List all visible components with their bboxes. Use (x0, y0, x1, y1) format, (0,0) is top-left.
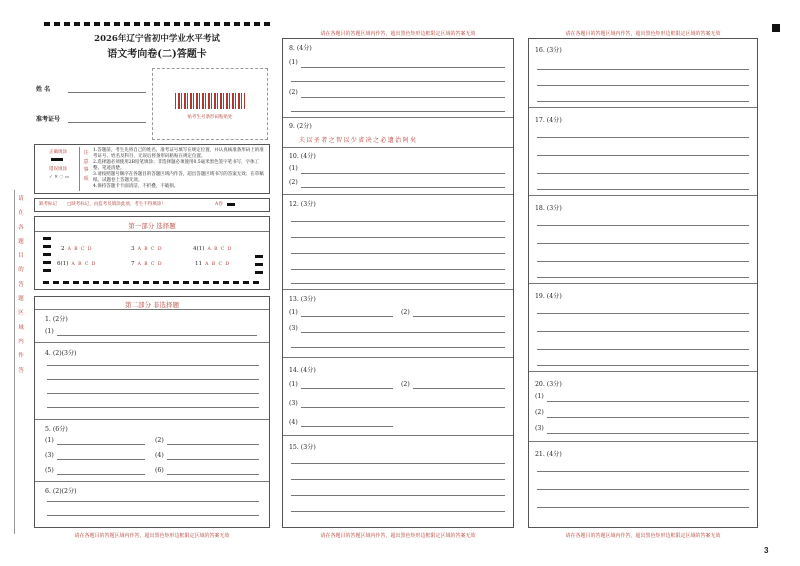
q13-head: 13. (3分) (289, 296, 316, 303)
q1-head: 1. (2分) (45, 316, 68, 323)
notice-box (34, 144, 270, 194)
paper-title: 语文考向卷(二)答题卡 (107, 49, 207, 60)
absent-row (34, 198, 270, 212)
q13-sub: (3) (289, 325, 298, 332)
timing-mark (43, 253, 51, 256)
answer-line[interactable] (301, 173, 505, 174)
choice-item[interactable]: 6(1) A B C D (57, 261, 97, 267)
q14-sub: (1) (289, 381, 298, 388)
answer-line[interactable] (47, 501, 259, 502)
q19-head: 19. (4分) (535, 293, 562, 300)
part1-title: 第一部分 选择题 (128, 222, 176, 230)
q17-head: 17. (4分) (535, 117, 562, 124)
q15-head: 15. (3分) (289, 444, 316, 451)
timing-mark (43, 237, 51, 240)
answer-line[interactable] (537, 471, 749, 472)
answer-line[interactable] (537, 101, 749, 102)
answer-line[interactable] (291, 253, 505, 254)
answer-line[interactable] (301, 426, 393, 427)
timing-mark (43, 245, 51, 248)
answer-line[interactable] (537, 489, 749, 490)
choice-item[interactable]: 2 A B C D (61, 246, 93, 252)
part2-title: 第二部分 非选择题 (124, 301, 180, 309)
q20-head: 20. (3分) (535, 381, 562, 388)
q12-head: 12. (3分) (289, 201, 316, 208)
answer-line[interactable] (537, 365, 749, 366)
exam-year-title: 2026年辽宁省初中学业水平考试 (94, 34, 220, 44)
q20-sub: (3) (535, 425, 544, 432)
answer-line[interactable] (537, 277, 749, 278)
answer-line[interactable] (301, 332, 505, 333)
q18-head: 18. (3分) (535, 205, 562, 212)
middle-top-caption: 请在各题目的答题区域内作答，超出黑色矩形边框限定区域的答案无效 (320, 31, 476, 37)
bottom-dash-marks (43, 281, 263, 284)
q20-sub: (1) (535, 393, 544, 400)
q5-sub: (2) (155, 437, 164, 444)
ab-mark-icon (227, 203, 235, 206)
timing-mark (43, 269, 51, 272)
q14-head: 14. (4分) (289, 367, 316, 374)
answer-line[interactable] (301, 97, 505, 98)
answer-line[interactable] (301, 388, 393, 389)
barcode-caption: 贴考生号条形码粘贴处 (187, 115, 233, 120)
answer-line[interactable] (47, 379, 259, 380)
q5-sub: (5) (45, 467, 54, 474)
name-field[interactable] (68, 92, 146, 93)
barcode-area (152, 68, 268, 140)
q6-head: 6. (2)(2分) (45, 488, 77, 495)
q14-sub: (2) (401, 381, 410, 388)
timing-mark (43, 261, 51, 264)
answer-line[interactable] (291, 283, 505, 284)
answer-line[interactable] (47, 515, 259, 516)
q5-sub: (4) (155, 452, 164, 459)
answer-line[interactable] (167, 444, 259, 445)
q9-sentence: 夫以圣者之智以少省决之必遗治阿矣 (299, 137, 418, 144)
answer-line[interactable] (167, 474, 259, 475)
left-vertical-caption: 请在各题目的答题区域内作答 (18, 196, 24, 374)
q21-head: 21. (4分) (535, 451, 562, 458)
timing-mark (255, 263, 263, 266)
q5-sub: (6) (155, 467, 164, 474)
answer-line[interactable] (291, 81, 505, 82)
answer-line[interactable] (291, 495, 505, 496)
q13-sub: (2) (401, 309, 410, 316)
right-top-caption: 请在各题目的答题区域内作答，超出黑色矩形边框限定区域的答案无效 (565, 31, 721, 37)
q10-sub: (2) (289, 179, 298, 186)
answer-line[interactable] (413, 316, 505, 317)
part2-box (34, 296, 270, 528)
q9-head: 9. (2分) (289, 123, 312, 130)
answer-line[interactable] (547, 417, 749, 418)
part1-box (34, 216, 270, 290)
answer-line[interactable] (57, 459, 145, 460)
left-bottom-caption: 请在各题目的答题区域内作答，超出黑色矩形边框限定区域的答案无效 (74, 533, 230, 539)
answer-line[interactable] (57, 444, 145, 445)
answer-line[interactable] (537, 507, 749, 508)
corner-mark (772, 24, 780, 32)
notice-item-1: 1.答题前，考生先将自己的姓名、准考证号填写在规定位置，并认真核准条形码上的准考证号、姓名及科目，无误后将条形码粘贴在规定位置。 (93, 148, 264, 159)
timing-mark (255, 271, 263, 274)
answer-line[interactable] (301, 187, 505, 188)
q8-sub: (1) (289, 59, 298, 66)
choice-item[interactable]: 11 A B C D (195, 261, 231, 267)
answer-line[interactable] (291, 463, 505, 464)
q20-sub: (2) (535, 409, 544, 416)
ab-mark: A卷 (215, 202, 223, 207)
answer-line[interactable] (537, 261, 749, 262)
notice-label-vertical: 注意事项 (83, 150, 89, 182)
answer-line[interactable] (537, 85, 749, 86)
q8-head: 8. (4分) (289, 45, 312, 52)
answer-line[interactable] (57, 474, 145, 475)
answer-line[interactable] (47, 407, 259, 408)
answer-line[interactable] (537, 243, 749, 244)
q13-sub: (1) (289, 309, 298, 316)
middle-bottom-caption: 请在各题目的答题区域内作答，超出黑色矩形边框限定区域的答案无效 (320, 533, 476, 539)
q16-head: 16. (3分) (535, 47, 562, 54)
absent-mark-text[interactable]: □缺考标记，由监考员填涂此项，考生不得填涂！ (67, 202, 166, 207)
q5-sub: (1) (45, 437, 54, 444)
answer-line[interactable] (291, 221, 505, 222)
choice-item[interactable]: 4(1) A B C D (193, 246, 233, 252)
choice-item[interactable]: 3 A B C D (131, 246, 163, 252)
correct-fill-icon (51, 158, 63, 161)
q5-sub: (3) (45, 452, 54, 459)
answer-line[interactable] (167, 459, 259, 460)
answer-line[interactable] (291, 479, 505, 480)
answer-line[interactable] (301, 67, 505, 68)
fill-example-label: 正确填涂 (49, 150, 67, 155)
timing-mark (255, 255, 263, 258)
answer-line[interactable] (537, 189, 749, 190)
answer-line[interactable] (537, 155, 749, 156)
answer-line[interactable] (47, 393, 259, 394)
answer-line[interactable] (537, 313, 749, 314)
answer-line[interactable] (291, 347, 505, 348)
answer-line[interactable] (291, 237, 505, 238)
answer-line[interactable] (57, 335, 257, 336)
q4-head: 4. (2)(3分) (45, 350, 77, 357)
answer-line[interactable] (291, 111, 505, 112)
answer-line[interactable] (537, 225, 749, 226)
choice-item[interactable]: 7 A B C D (131, 261, 163, 267)
answer-line[interactable] (537, 331, 749, 332)
q10-head: 10. (4分) (289, 153, 316, 160)
answer-line[interactable] (537, 137, 749, 138)
answer-line[interactable] (413, 388, 505, 389)
q10-sub: (1) (289, 165, 298, 172)
middle-answer-box (282, 38, 514, 528)
q5-head: 5. (6分) (45, 426, 68, 433)
top-dash-bar (44, 22, 270, 26)
wrong-example-label: 错误填涂 (49, 167, 67, 172)
q1-sub: (1) (45, 328, 54, 335)
notice-item-4: 4.保持答题卡卡面清洁，不折叠，不破损。 (93, 184, 179, 189)
wrong-fill-icon: ✓ ✕ ◌ ▭ (49, 175, 70, 180)
q8-sub: (2) (289, 89, 298, 96)
id-label: 准考证号 (36, 116, 61, 123)
answer-line[interactable] (47, 365, 259, 366)
q14-sub: (4) (289, 419, 298, 426)
answer-line[interactable] (547, 433, 749, 434)
answer-line[interactable] (301, 316, 393, 317)
answer-line[interactable] (301, 407, 505, 408)
absent-label: 缺考标记 (39, 202, 57, 207)
answer-line[interactable] (291, 511, 505, 512)
right-bottom-caption: 请在各题目的答题区域内作答，超出黑色矩形边框限定区域的答案无效 (565, 533, 721, 539)
name-label: 姓 名 (36, 86, 51, 93)
notice-item-2: 2.选择题必须使用2B铅笔填涂；非选择题必须使用0.5毫米黑色签字笔书写，字体工整、笔迹清楚。 (93, 160, 260, 171)
notice-item-3: 3.请按照题号顺序在各题目的答题区域内作答，超出答题区域书写的答案无效；在草稿纸、试题卷上答题无效。 (93, 172, 264, 183)
q14-sub: (3) (289, 400, 298, 407)
answer-line[interactable] (537, 349, 749, 350)
right-answer-box (528, 38, 758, 528)
page-number: 3 (764, 546, 769, 555)
id-field[interactable] (68, 122, 146, 123)
barcode-icon (175, 93, 245, 109)
answer-line[interactable] (537, 173, 749, 174)
answer-line[interactable] (537, 69, 749, 70)
answer-line[interactable] (547, 401, 749, 402)
answer-line[interactable] (291, 269, 505, 270)
